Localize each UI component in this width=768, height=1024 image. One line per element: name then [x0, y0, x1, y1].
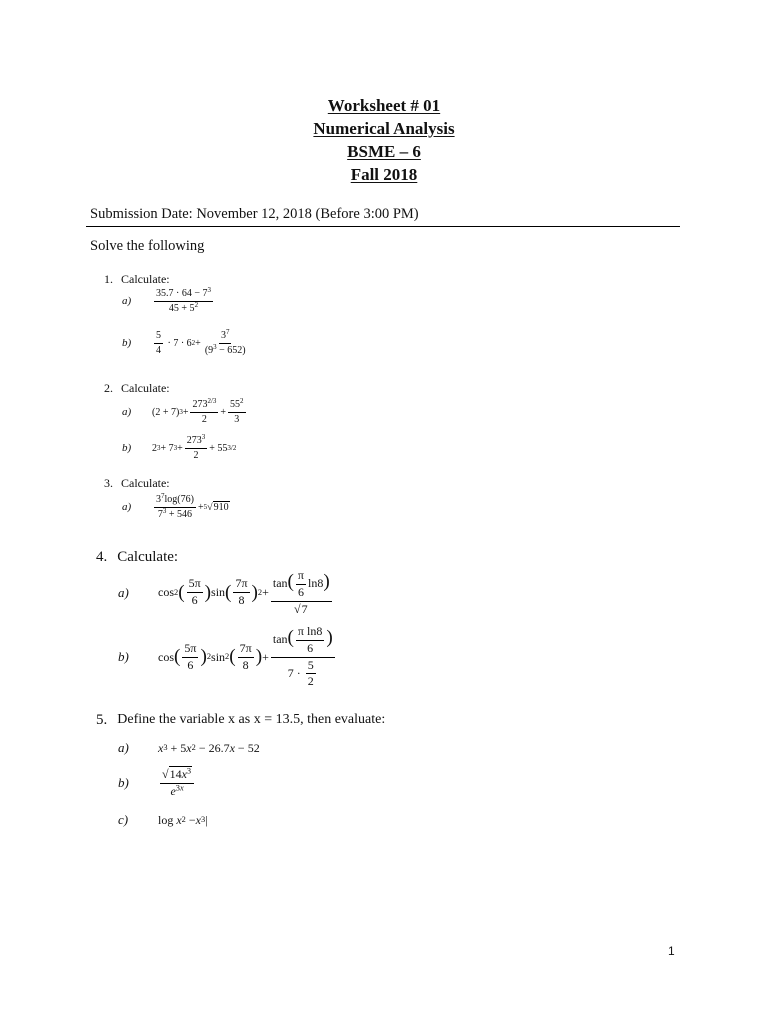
problem-3a-expression: $\frac{3^7\log(76)}{7^3 + 546}$ + 5 √ 910 [156, 492, 229, 520]
problem-2 [104, 381, 244, 461]
problem-2a-expression: (2 + 7) 3 + $\frac{273^{2/3}}{2}$ + $\frac{55^2}{3}$ [152, 397, 244, 425]
problem-2-part-a: a) (2 + 7) 3 + $\frac{273^{2/3}}{2}$ + $\frac{55^2}{3}$ [122, 399, 248, 425]
worksheet-title: Worksheet # 01 [327, 96, 441, 115]
problem-5b-expression: $\frac{√14x^3}{e^{3x}}$ [158, 768, 196, 799]
problem-4 [96, 549, 333, 689]
problem-1 [104, 272, 246, 356]
problem-4a-expression: cos 2 ( $\frac{5\pi}{6}$ ) sin ( $\frac{7\pi}{8}$ ) 2 + tan( $\frac{\pi}{6}$ ln8) √7 [158, 568, 330, 616]
problem-1-part-b: b) $\frac{5}{4}$ · 7 · 6 2 + $\frac{3^7}{(9^3 - 652)}$ [122, 330, 250, 356]
problem-3-part-a: a) $\frac{3^7\log(76)}{7^3 + 546}$ + 5 √ 910 [122, 492, 229, 520]
submission-date: Submission Date: November 12, 2018 (Before 3:00 PM) [90, 206, 419, 222]
problem-4-part-a: a) cos 2 ( $\frac{5\pi}{6}$ ) sin ( $\frac{7\pi}{8}$ ) 2 + tan( $\frac{\pi}{6}$ ln8) √7 [118, 569, 334, 616]
problem-5a-expression: x 3 + 5 x 2 − 26.7 x − 52 [158, 740, 260, 755]
problem-5 [96, 712, 386, 827]
problem-2-part-b: b) 2 3 + 7 3 + $\frac{273^3}{2}$ + 55 3/2 [122, 433, 237, 461]
problem-5-part-c: c) log x 2 − x 3 | [118, 812, 208, 827]
worksheet-header [0, 94, 768, 186]
program-label: BSME – 6 [347, 142, 421, 161]
divider [86, 226, 680, 227]
problem-1-part-a: a) $\frac{35.7 \cdot 64 - 7^3}{45 + 5^2}$ [122, 288, 215, 314]
problem-4-title: 4. Calculate: [96, 549, 179, 565]
problem-4-part-b: b) cos ( $\frac{5\pi}{6}$ ) 2 sin 2 ( $\frac{7\pi}{8}$ ) + tan( $\frac{\text{π ln8}}{6}$ ) 7 · $\frac{5}{2}$ [118, 625, 337, 689]
problem-2-title: 2. Calculate: [104, 381, 170, 395]
problem-3 [104, 476, 229, 520]
instructions: Solve the following [90, 238, 205, 254]
problem-5-part-b: b) $\frac{√14x^3}{e^{3x}}$ [118, 768, 196, 799]
problem-3-title: 3. Calculate: [104, 476, 170, 490]
problem-1b-expression: $\frac{5}{4}$ · 7 · 6 2 + $\frac{3^7}{(9^3 - 652)}$ [156, 328, 246, 356]
problem-1a-expression: $\frac{35.7 \cdot 64 - 7^3}{45 + 5^2}$ [156, 286, 211, 314]
problem-5-title: 5. Define the variable x as x = 13.5, then evaluate: [96, 712, 386, 728]
problem-1-title: 1. Calculate: [104, 272, 170, 286]
problem-4b-expression: cos ( $\frac{5\pi}{6}$ ) 2 sin 2 ( $\frac{7\pi}{8}$ ) + tan( $\frac{\text{π ln8}}{6}$ ) 7 · $\frac{5}{2}$ [158, 624, 333, 689]
problem-2b-expression: 2 3 + 7 3 + $\frac{273^3}{2}$ + 55 3/2 [152, 433, 237, 461]
course-title: Numerical Analysis [313, 119, 455, 138]
term-label: Fall 2018 [350, 165, 418, 184]
problem-5c-expression: log x 2 − x 3 | [158, 812, 208, 827]
problem-5-part-a: a) x 3 + 5 x 2 − 26.7 x − 52 [118, 740, 260, 755]
page-number: 1 [668, 944, 675, 958]
